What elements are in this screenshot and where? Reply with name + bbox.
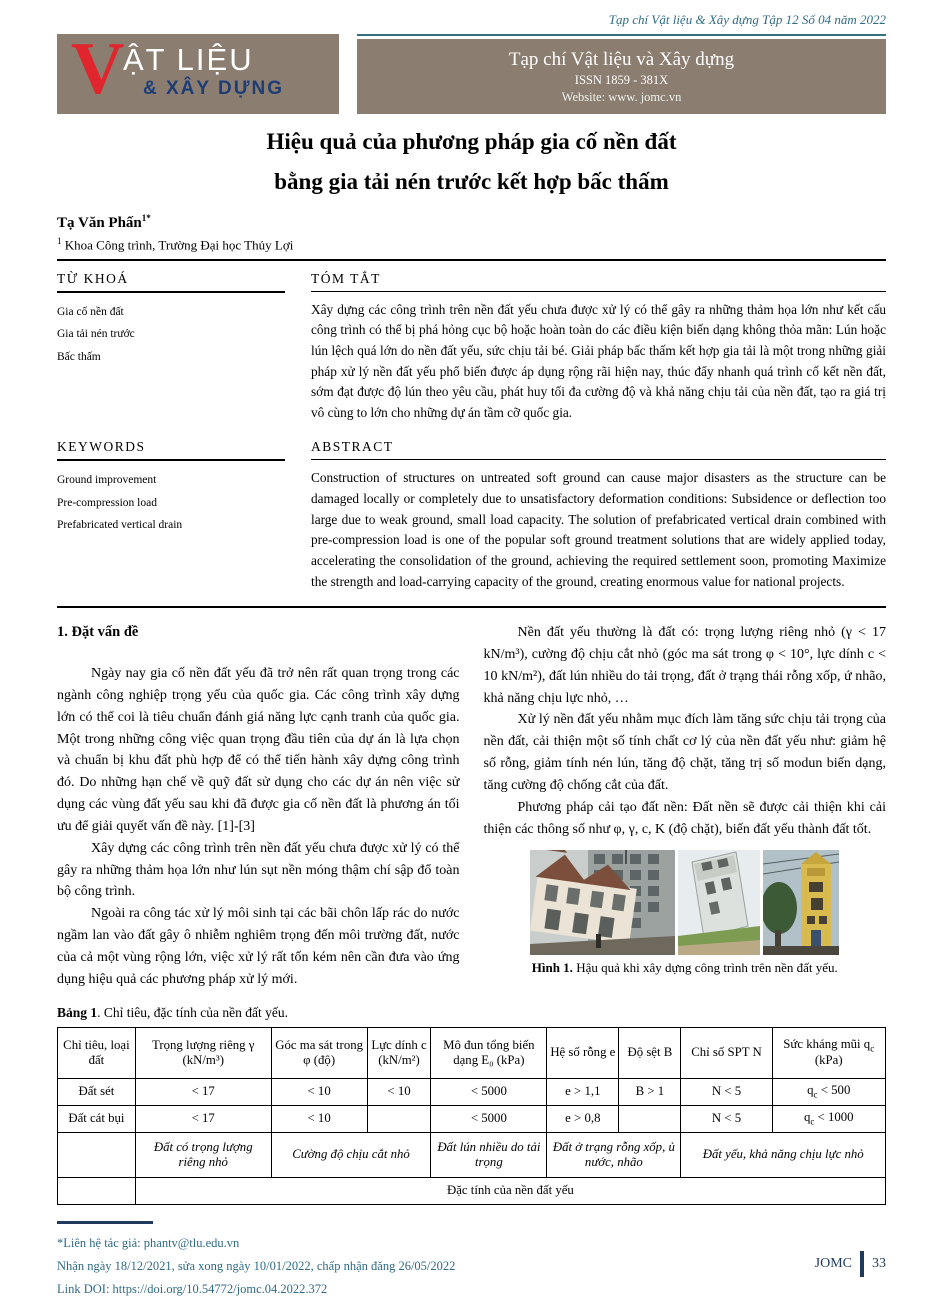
issue-line: Tạp chí Vật liệu & Xây dựng Tập 12 Số 04 năm 2022 bbox=[608, 12, 886, 27]
article-body bbox=[57, 622, 886, 990]
section1-heading: 1. Đặt vấn đề bbox=[57, 624, 139, 641]
logo-line2: & XÂY DỰNG bbox=[143, 78, 284, 99]
logo-line1: ẬT LIỆU bbox=[123, 42, 254, 77]
cell-qc-sub: c bbox=[810, 1116, 815, 1127]
table-cell: < 10 bbox=[367, 1078, 431, 1105]
footnote-rule bbox=[57, 1221, 153, 1224]
table-cell: N < 5 bbox=[681, 1078, 772, 1105]
keywords-en-heading: KEYWORDS bbox=[57, 439, 285, 461]
table-cell: Đất yếu, khả năng chịu lực nhỏ bbox=[681, 1132, 886, 1177]
table-cell: < 10 bbox=[271, 1078, 367, 1105]
divider-under-abstract bbox=[57, 606, 886, 608]
figure1-caption-label: Hình 1. bbox=[531, 960, 573, 976]
keywords-abstract-en bbox=[57, 439, 886, 592]
logo-v-letter: V bbox=[71, 28, 125, 110]
paragraph: Ngoài ra công tác xử lý môi sinh tại các bãi chôn lấp rác do nước ngầm lan vào đất gây ô nhiễm nghiêm trọng đến môi trường đất, nước của cả một vùng rộng lớn, việc xử lý rất tốn kém nên cần đưa vào ứng dụng hiệu quả các phương pháp xử lý mới. bbox=[57, 906, 460, 987]
keywords-abstract-vi bbox=[57, 271, 886, 424]
table-cell: < 5000 bbox=[431, 1078, 547, 1105]
abstract-en-column bbox=[311, 439, 886, 592]
cell-qc-pre: q bbox=[807, 1083, 814, 1098]
keyword-item: Ground improvement bbox=[57, 474, 157, 487]
page-footer bbox=[57, 1221, 886, 1301]
keywords-en-column bbox=[57, 439, 285, 592]
table-header-row bbox=[58, 1027, 886, 1078]
affiliation-text: Khoa Công trình, Trường Đại học Thủy Lợi bbox=[61, 236, 294, 252]
table-cell: Đất lún nhiều do tải trọng bbox=[431, 1132, 547, 1177]
table-cell: N < 5 bbox=[681, 1105, 772, 1132]
table-header-cell: Chỉ tiêu, loại đất bbox=[58, 1027, 136, 1078]
table-header-cell: Góc ma sát trong φ (độ) bbox=[271, 1027, 367, 1078]
cell-qc-sub: c bbox=[813, 1089, 818, 1100]
banner-website-link[interactable]: Website: www. jomc.vn bbox=[561, 89, 682, 104]
table-cell: e > 0,8 bbox=[547, 1105, 619, 1132]
abstract-en-text: Construction of structures on untreated soft ground can cause major disasters as the structure can be damaged locally or completely due to unsatisfactory deformation conditions: Subsidence or deflection too large due to weak ground, small load capacity. The solution of prefabricated vertical drain combined with pre-compression load is one of the popular soft ground treatment solutions that are widely applied today, accelerating the consolidation of the ground, achieving the required settlement soon, promoting Maximize the strength and load-carrying capacity of the ground, creating enormous value for national projects. bbox=[311, 470, 886, 589]
table-ghost-cell bbox=[58, 1177, 136, 1204]
table-cell: Đất ở trạng rỗng xốp, ủ nước, nhão bbox=[547, 1132, 681, 1177]
doi-link[interactable]: Link DOI: https://doi.org/10.54772/jomc.04.2022.372 bbox=[57, 1281, 328, 1296]
banner-issn: ISSN 1859 - 381X bbox=[574, 72, 669, 87]
table-cell: Đặc tính của nền đất yếu bbox=[135, 1177, 885, 1204]
cell-qc-post: < 1000 bbox=[814, 1110, 854, 1125]
table-header-cell: Độ sệt B bbox=[619, 1027, 681, 1078]
table-cell: Đất cát bụi bbox=[58, 1105, 136, 1132]
cell-qc-post: < 500 bbox=[817, 1083, 851, 1098]
affiliation bbox=[57, 236, 886, 253]
abstract-en-heading2: ABSTRACT bbox=[311, 439, 886, 460]
table1-caption bbox=[57, 1005, 886, 1021]
article-title-line1: Hiệu quả của phương pháp gia cố nền đất bbox=[266, 129, 677, 154]
table1-caption-text: . Chỉ tiêu, đặc tính của nền đất yếu. bbox=[97, 1004, 288, 1020]
page-number-divider bbox=[860, 1251, 864, 1277]
header-qc-pre: Sức kháng mũi q bbox=[783, 1036, 871, 1051]
keywords-vi-column bbox=[57, 271, 285, 424]
leaning-white-building-photo bbox=[678, 850, 760, 955]
table-cell bbox=[619, 1105, 681, 1132]
table-footer-row bbox=[58, 1177, 886, 1204]
banner-title: Tạp chí Vật liệu và Xây dựng bbox=[508, 48, 735, 70]
table-cell: < 5000 bbox=[431, 1105, 547, 1132]
table-cell: Cường độ chịu cắt nhỏ bbox=[271, 1132, 431, 1177]
leaning-yellow-tower-photo bbox=[763, 850, 839, 955]
page-number-block bbox=[815, 1251, 886, 1277]
table-row bbox=[58, 1105, 886, 1132]
banner-wrap bbox=[357, 34, 886, 114]
page-number: 33 bbox=[872, 1255, 886, 1271]
left-column bbox=[57, 622, 460, 990]
keyword-item: Gia cố nền đất bbox=[57, 305, 124, 318]
cell-qc-pre: q bbox=[803, 1110, 811, 1125]
table-cell: Đất sét bbox=[58, 1078, 136, 1105]
table-cell: < 17 bbox=[135, 1078, 271, 1105]
keyword-item: Pre-compression load bbox=[57, 496, 157, 509]
table-cell bbox=[367, 1105, 431, 1132]
header-qc-post: (kPa) bbox=[814, 1053, 843, 1068]
doi-line bbox=[57, 1278, 886, 1301]
table-cell: < 17 bbox=[135, 1105, 271, 1132]
journal-abbrev: JOMC bbox=[814, 1255, 852, 1271]
journal-logo bbox=[57, 28, 339, 114]
tilted-villa-photo bbox=[530, 850, 675, 955]
abstract-vi-heading: TÓM TẮT bbox=[311, 271, 886, 292]
table-cell bbox=[772, 1105, 885, 1132]
table1 bbox=[57, 1027, 886, 1205]
paragraph: Nền đất yếu thường là đất có: trọng lượng riêng nhỏ (γ < 17 kN/m³), cường độ chịu cắt nhỏ (góc ma sát trong φ < 10°, lực dính c < 10 kN/m²), đất lún nhiều do tải trọng, đất ở trạng thái rỗng xốp, ứ nhão, khả năng chịu lực nhỏ, … bbox=[483, 625, 886, 706]
dates-line: Nhận ngày 18/12/2021, sửa xong ngày 10/01/2022, chấp nhận đăng 26/05/2022 bbox=[57, 1258, 456, 1273]
table-ghost-cell bbox=[58, 1132, 136, 1177]
abstract-vi-column bbox=[311, 271, 886, 424]
author-superscript: 1* bbox=[141, 212, 151, 223]
table-header-cell: Trọng lượng riêng γ (kN/m³) bbox=[135, 1027, 271, 1078]
keyword-item: Prefabricated vertical drain bbox=[57, 519, 183, 532]
article-title bbox=[57, 122, 886, 203]
paragraph: Xử lý nền đất yếu nhằm mục đích làm tăng sức chịu tải trọng của nền đất, cải thiện một số tính chất cơ lý của nền đất yếu như: giảm hệ số rỗng, giảm tính nén lún, tăng độ chặt, tăng trị số modun biến dạng, tăng cường độ chống cắt của đất. bbox=[483, 712, 886, 793]
table-header-cell: Chỉ số SPT N bbox=[681, 1027, 772, 1078]
header-qc-sub: c bbox=[870, 1043, 875, 1054]
article-title-line2: bằng gia tải nén trước kết hợp bấc thấm bbox=[274, 169, 669, 195]
keyword-item: Gia tải nén trước bbox=[57, 328, 135, 341]
table-header-cell: Lực dính c (kN/m²) bbox=[367, 1027, 431, 1078]
right-column bbox=[484, 622, 887, 990]
table-header-cell: Mô đun tổng biến dạng E₀ (kPa) bbox=[431, 1027, 547, 1078]
table-cell: e > 1,1 bbox=[547, 1078, 619, 1105]
paragraph: Xây dựng các công trình trên nền đất yếu chưa được xử lý có thể gây ra những thảm họa lớn như lún sụt nền móng thậm chí sập đổ toàn bộ công trình. bbox=[57, 840, 460, 900]
author-name bbox=[57, 213, 886, 232]
paragraph: Ngày nay gia cố nền đất yếu đã trở nên rất quan trọng trong các ngành công nghiệp trọng yếu của quốc gia. Các công trình xây dựng lớn có thể coi là tiêu chuẩn đánh giá năng lực cạnh tranh của quốc gia. Một trong những công việc quan trọng đầu tiên của dự án là lựa chọn và chuẩn bị khu đất phù hợp để có thể tiến hành xây dựng công trình đó. Do những hạn chế về quỹ đất sử dụng cho các dự án nên việc sử dụng các vùng đất yếu sau khi đã được gia cố nền đất là phương án tối ưu để giải quyết vấn đề này. [1]-[3] bbox=[57, 666, 460, 834]
figure1-caption-text: Hậu quả khi xây dựng công trình trên nền đất yếu. bbox=[572, 960, 838, 976]
table-merged-row bbox=[58, 1132, 886, 1177]
table-header-cell: Hệ số rỗng e bbox=[547, 1027, 619, 1078]
contact-line bbox=[57, 1232, 886, 1255]
author-email-link[interactable]: *Liên hệ tác giả: phantv@tlu.edu.vn bbox=[57, 1235, 240, 1250]
table-row bbox=[58, 1078, 886, 1105]
journal-header bbox=[57, 28, 886, 114]
paragraph: Phương pháp cải tạo đất nền: Đất nền sẽ được cải thiện khi cải thiện các thông số như φ, γ, c, K (độ chặt), biến đất yếu thành đất tốt. bbox=[483, 799, 886, 837]
table1-caption-label: Bảng 1 bbox=[57, 1004, 98, 1020]
table-cell: B > 1 bbox=[619, 1078, 681, 1105]
abstract-vi-text: Xây dựng các công trình trên nền đất yếu chưa được xử lý có thể gây ra những thảm họa lớn như kết cấu công trình có thể bị phá hỏng cục bộ hoặc hoàn toàn do các điều kiện biến dạng không thỏa mãn: Lún hoặc lún lệch quá lớn do nền đất yếu, sức chịu tải bé. Giải pháp bấc thấm kết hợp gia tải là một trong những giải pháp xử lý nền đất yếu phổ biến được áp dụng rộng rãi hiện nay, thúc đẩy nhanh quá trình cố kết nền đất, sớm đạt được độ lún theo yêu cầu, phát huy tối đa cường độ và khả năng chịu tải của nền đất, tạo ra giá trị vô cùng to lớn cho những dự án tầm cỡ quốc gia. bbox=[311, 301, 886, 420]
journal-banner bbox=[357, 39, 886, 114]
table-cell: < 10 bbox=[271, 1105, 367, 1132]
table-cell: Đất có trọng lượng riêng nhỏ bbox=[135, 1132, 271, 1177]
figure1 bbox=[484, 850, 887, 976]
author-text: Tạ Văn Phấn bbox=[57, 214, 142, 231]
table-cell bbox=[772, 1078, 885, 1105]
keywords-en-list bbox=[57, 469, 285, 536]
figure1-photo-strip bbox=[484, 850, 887, 955]
figure1-caption bbox=[484, 960, 887, 976]
table-header-cell bbox=[772, 1027, 885, 1078]
divider-under-affiliation bbox=[57, 259, 886, 261]
keyword-item: Bấc thấm bbox=[57, 350, 101, 363]
affiliation-superscript: 1 bbox=[57, 235, 62, 246]
keywords-vi-heading: TỪ KHOÁ bbox=[57, 271, 285, 293]
keywords-vi-list bbox=[57, 301, 285, 368]
